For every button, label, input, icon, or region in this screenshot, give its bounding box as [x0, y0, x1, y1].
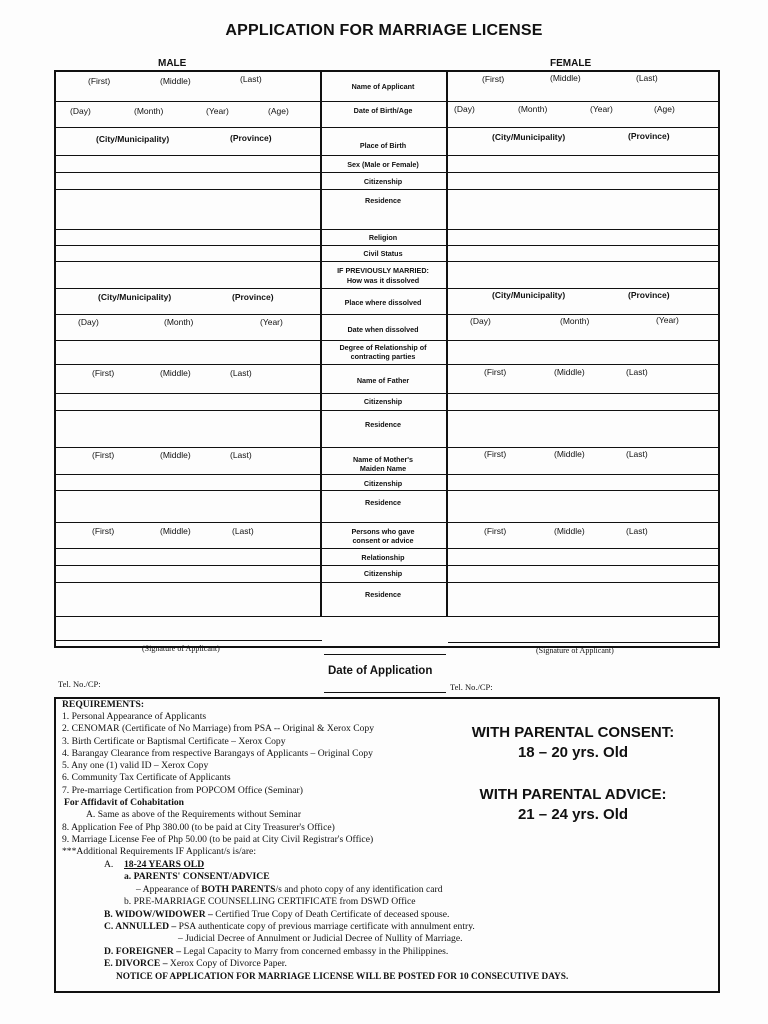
- parental-consent-age: 18 – 20 yrs. Old: [517, 744, 629, 761]
- female-age-sub: (Age): [654, 104, 675, 114]
- req-item-7: 7. Pre-marriage Certification from POPCOM Office (Seminar): [62, 785, 303, 796]
- label-consent-citizenship: Citizenship: [363, 569, 403, 578]
- additional-c-2: – Judicial Decree of Annulment or Judicial Decree of Nullity of Marriage.: [178, 933, 463, 944]
- label-mother-citizenship: Citizenship: [363, 479, 403, 488]
- male-signature-line: [56, 640, 322, 641]
- female-signature-caption: (Signature of Applicant): [536, 646, 614, 655]
- label-mother-2: Maiden Name: [359, 464, 407, 473]
- label-place-dissolved: Place where dissolved: [344, 298, 422, 307]
- label-date-dissolved: Date when dissolved: [347, 325, 419, 334]
- label-mother-residence: Residence: [365, 498, 401, 507]
- father-male-middle-sub: (Middle): [160, 368, 191, 378]
- mother-female-first-sub: (First): [484, 449, 507, 459]
- male-year-sub: (Year): [206, 106, 229, 116]
- father-female-last-sub: (Last): [626, 367, 648, 377]
- req-item-1: 1. Personal Appearance of Applicants: [62, 711, 207, 722]
- additional-c: C. ANNULLED – PSA authenticate copy of previous marriage certificate with annulment entry.: [104, 921, 475, 932]
- req-item-5: 5. Any one (1) valid ID – Xerox Copy: [62, 760, 209, 771]
- consent-female-middle-sub: (Middle): [554, 526, 585, 536]
- female-day-sub: (Day): [454, 104, 475, 114]
- male-first-sub: (First): [88, 76, 111, 86]
- label-religion: Religion: [368, 233, 398, 242]
- additional-a-a: a. PARENTS' CONSENT/ADVICE: [124, 871, 270, 882]
- additional-a-title: 18-24 YEARS OLD: [124, 859, 205, 870]
- label-relationship: Relationship: [361, 553, 405, 562]
- cohabitation-a: A. Same as above of the Requirements without Seminar: [86, 809, 302, 820]
- consent-male-last-sub: (Last): [232, 526, 254, 536]
- requirements-heading: REQUIREMENTS:: [62, 699, 145, 710]
- label-consent-1: Persons who gave: [351, 527, 415, 536]
- male-age-sub: (Age): [268, 106, 289, 116]
- consent-female-last-sub: (Last): [626, 526, 648, 536]
- mother-female-last-sub: (Last): [626, 449, 648, 459]
- male-city-sub: (City/Municipality): [96, 134, 170, 144]
- additional-a-b: b. PRE-MARRIAGE COUNSELLING CERTIFICATE from DSWD Office: [124, 896, 416, 907]
- father-female-first-sub: (First): [484, 367, 507, 377]
- female-dissolved-city-sub: (City/Municipality): [492, 290, 566, 300]
- notice-text: NOTICE OF APPLICATION FOR MARRIAGE LICENSE WILL BE POSTED FOR 10 CONSECUTIVE DAYS.: [116, 972, 569, 982]
- male-tel-label: Tel. No./CP:: [58, 679, 101, 689]
- label-father-residence: Residence: [365, 420, 401, 429]
- label-how-dissolved: How was it dissolved: [346, 276, 420, 285]
- additional-requirements: ***Additional Requirements IF Applicant/s is/are:: [62, 846, 256, 857]
- additional-a-label: A.: [104, 859, 114, 870]
- male-province-sub: (Province): [230, 133, 272, 143]
- father-male-first-sub: (First): [92, 368, 115, 378]
- label-sex: Sex (Male or Female): [347, 160, 419, 169]
- label-civil-status: Civil Status: [363, 249, 403, 258]
- male-month-sub: (Month): [134, 106, 164, 116]
- label-place-of-birth: Place of Birth: [359, 141, 407, 150]
- req-item-8: 8. Application Fee of Php 380.00 (to be paid at City Treasurer's Office): [62, 822, 335, 833]
- label-dob-age: Date of Birth/Age: [353, 106, 413, 115]
- female-tel-label: Tel. No./CP:: [450, 682, 493, 692]
- male-dissolved-year-sub: (Year): [260, 317, 283, 327]
- male-middle-sub: (Middle): [160, 76, 191, 86]
- male-header: MALE: [158, 58, 187, 69]
- label-prev-married: IF PREVIOUSLY MARRIED:: [337, 266, 429, 275]
- mother-male-first-sub: (First): [92, 450, 115, 460]
- female-month-sub: (Month): [518, 104, 548, 114]
- req-item-2: 2. CENOMAR (Certificate of No Marriage) from PSA -- Original & Xerox Copy: [62, 723, 375, 734]
- req-item-4: 4. Barangay Clearance from respective Barangays of Applicants – Original Copy: [62, 748, 373, 759]
- female-dissolved-month-sub: (Month): [560, 316, 590, 326]
- consent-female-first-sub: (First): [484, 526, 507, 536]
- parental-consent-title: WITH PARENTAL CONSENT:: [471, 724, 675, 741]
- female-year-sub: (Year): [590, 104, 613, 114]
- mother-male-middle-sub: (Middle): [160, 450, 191, 460]
- female-last-sub: (Last): [636, 73, 658, 83]
- male-dissolved-city-sub: (City/Municipality): [98, 292, 172, 302]
- label-citizenship: Citizenship: [363, 177, 403, 186]
- label-name-of-father: Name of Father: [356, 376, 410, 385]
- additional-d: D. FOREIGNER – Legal Capacity to Marry from concerned embassy in the Philippines.: [104, 946, 449, 957]
- label-father-citizenship: Citizenship: [363, 397, 403, 406]
- label-mother-1: Name of Mother's: [352, 455, 414, 464]
- form-title: APPLICATION FOR MARRIAGE LICENSE: [225, 22, 543, 39]
- mother-male-last-sub: (Last): [230, 450, 252, 460]
- label-consent-residence: Residence: [365, 590, 401, 599]
- female-signature-line: [448, 642, 718, 643]
- label-consent-2: consent or advice: [352, 536, 414, 545]
- father-female-middle-sub: (Middle): [554, 367, 585, 377]
- female-first-sub: (First): [482, 74, 505, 84]
- male-dissolved-province-sub: (Province): [232, 292, 274, 302]
- female-header: FEMALE: [550, 58, 592, 69]
- date-of-application-label: Date of Application: [328, 665, 433, 677]
- male-dissolved-month-sub: (Month): [164, 317, 194, 327]
- consent-male-middle-sub: (Middle): [160, 526, 191, 536]
- additional-b: B. WIDOW/WIDOWER – Certified True Copy of Death Certificate of deceased spouse.: [104, 909, 450, 920]
- female-city-sub: (City/Municipality): [492, 132, 566, 142]
- father-male-last-sub: (Last): [230, 368, 252, 378]
- female-dissolved-day-sub: (Day): [470, 316, 491, 326]
- req-item-3: 3. Birth Certificate or Baptismal Certificate – Xerox Copy: [62, 736, 286, 747]
- label-degree-1: Degree of Relationship of: [339, 343, 427, 352]
- label-residence: Residence: [365, 196, 401, 205]
- male-signature-caption: (Signature of Applicant): [142, 644, 220, 653]
- male-last-sub: (Last): [240, 74, 262, 84]
- female-dissolved-province-sub: (Province): [628, 290, 670, 300]
- female-province-sub: (Province): [628, 131, 670, 141]
- parental-advice-title: WITH PARENTAL ADVICE:: [479, 786, 667, 803]
- additional-e: E. DIVORCE – Xerox Copy of Divorce Paper.: [104, 958, 287, 969]
- male-dissolved-day-sub: (Day): [78, 317, 99, 327]
- column-divider-right: [446, 70, 448, 616]
- req-item-6: 6. Community Tax Certificate of Applicants: [62, 772, 231, 783]
- female-dissolved-year-sub: (Year): [656, 315, 679, 325]
- label-degree-2: contracting parties: [350, 352, 416, 361]
- label-name-of-applicant: Name of Applicant: [351, 82, 415, 91]
- additional-a-a-detail: – Appearance of BOTH PARENTS/s and photo copy of any identification card: [136, 884, 443, 895]
- cohabitation-heading: For Affidavit of Cohabitation: [64, 797, 185, 808]
- female-middle-sub: (Middle): [550, 73, 581, 83]
- male-day-sub: (Day): [70, 106, 91, 116]
- parental-advice-age: 21 – 24 yrs. Old: [517, 806, 629, 823]
- consent-male-first-sub: (First): [92, 526, 115, 536]
- mother-female-middle-sub: (Middle): [554, 449, 585, 459]
- req-item-9: 9. Marriage License Fee of Php 50.00 (to be paid at City Civil Registrar's Office): [62, 834, 374, 845]
